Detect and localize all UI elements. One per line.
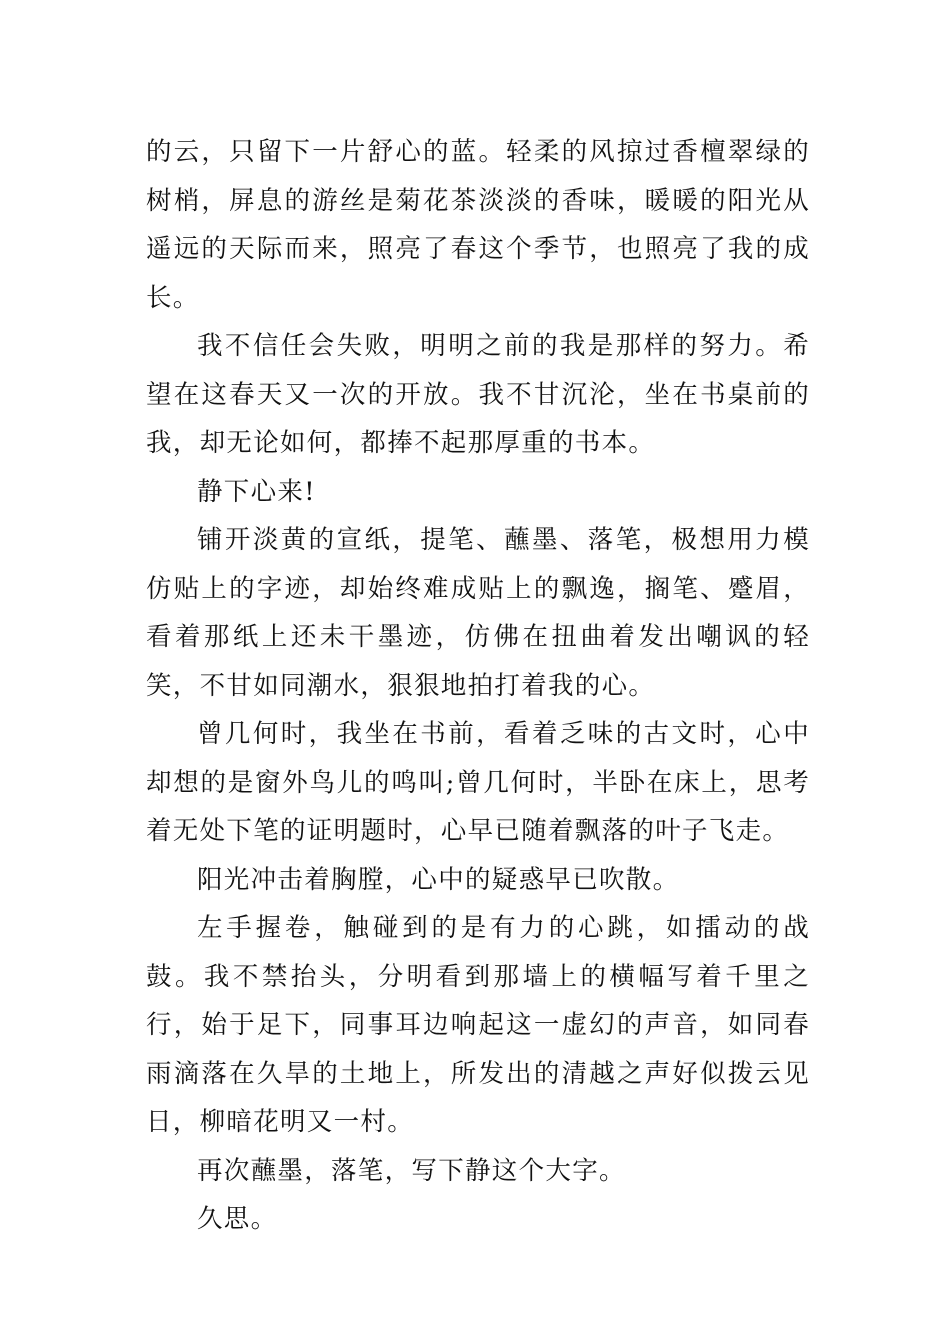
document-body bbox=[146, 128, 810, 1244]
paragraph-1: 的云，只留下一片舒心的蓝。轻柔的风掠过香檀翠绿的树梢，屏息的游丝是菊花茶淡淡的香味，暖暖的阳光从遥远的天际而来，照亮了春这个季节，也照亮了我的成长。 bbox=[146, 137, 810, 313]
paragraph-4: 铺开淡黄的宣纸，提笔、蘸墨、落笔，极想用力模仿贴上的字迹，却始终难成贴上的飘逸，搁笔、蹙眉，看着那纸上还未干墨迹，仿佛在扭曲着发出嘲讽的轻笑，不甘如同潮水，狠狠地拍打着我的心。 bbox=[146, 525, 810, 701]
paragraph-5: 曾几何时，我坐在书前，看着乏味的古文时，心中却想的是窗外鸟儿的鸣叫;曾几何时，半卧在床上，思考着无处下笔的证明题时，心早已随着飘落的叶子飞走。 bbox=[146, 719, 810, 846]
paragraph-8: 再次蘸墨，落笔，写下静这个大字。 bbox=[197, 1155, 626, 1186]
paragraph-2: 我不信任会失败，明明之前的我是那样的努力。希望在这春天又一次的开放。我不甘沉沦，坐在书桌前的我，却无论如何，都捧不起那厚重的书本。 bbox=[146, 331, 810, 458]
paragraph-7: 左手握卷，触碰到的是有力的心跳，如擂动的战鼓。我不禁抬头，分明看到那墙上的横幅写着千里之行，始于足下，同事耳边响起这一虚幻的声音，如同春雨滴落在久旱的土地上，所发出的清越之声好似拨云见日，柳暗花明又一村。 bbox=[146, 913, 810, 1137]
paragraph-6: 阳光冲击着胸膛，心中的疑惑早已吹散。 bbox=[197, 864, 680, 895]
paragraph-9: 久思。 bbox=[197, 1204, 278, 1234]
paragraph-3: 静下心来! bbox=[197, 476, 316, 507]
